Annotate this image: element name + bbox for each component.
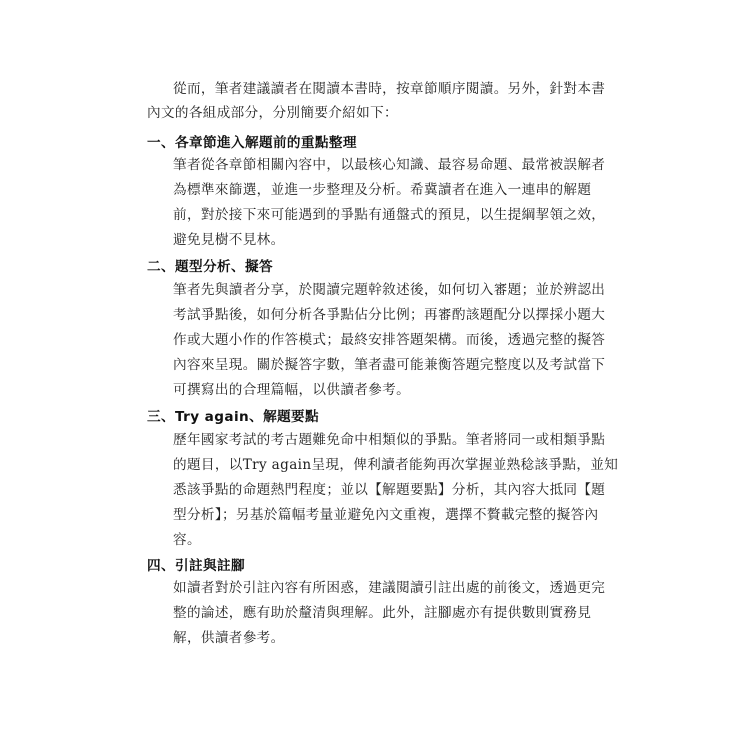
section-body-line: 筆者先與讀者分享，於閱讀完題幹敘述後，如何切入審題；並於辨認出 [173,282,606,298]
section-body-line: 解，供讀者參考。 [173,630,285,646]
section-body-line: 作或大題小作的作答模式；最終安排答題架構。而後，透過完整的擬答 [173,332,606,348]
section-body-line: 為標準來篩選，並進一步整理及分析。希冀讀者在進入一連串的解題 [173,182,592,198]
section-heading: 三、Try again、解題要點 [147,409,320,425]
section-body-line: 前，對於接下來可能遇到的爭點有通盤式的預見，以生提綱挈領之效， [173,207,606,223]
section-body-line: 可撰寫出的合理篇幅，以供讀者參考。 [173,382,411,398]
section-heading: 四、引註與註腳 [147,558,245,574]
intro-line: 從而，筆者建議讀者在閱讀本書時，按章節順序閱讀。另外，針對本書 [173,81,606,97]
section-heading: 一、各章節進入解題前的重點整理 [147,135,357,151]
section-heading: 二、題型分析、擬答 [147,259,273,275]
section-body-line: 悉該爭點的命題熱門程度；並以【解題要點】分析，其內容大抵同【題 [173,482,606,498]
section-body-line: 容。 [173,532,201,548]
section-body-line: 考試爭點後，如何分析各爭點佔分比例；再審酌該題配分以擇採小題大 [173,307,606,323]
section-body-line: 型分析】；另基於篇幅考量並避免內文重複，選擇不贅載完整的擬答內 [173,507,599,523]
section-body-line: 歷年國家考試的考古題難免命中相類似的爭點。筆者將同一或相類爭點 [173,432,606,448]
section-body-line: 內容來呈現。關於擬答字數，筆者盡可能兼衡答題完整度以及考試當下 [173,357,606,373]
section-body-line: 筆者從各章節相關內容中，以最核心知識、最容易命題、最常被誤解者 [173,157,606,173]
section-body-line: 整的論述，應有助於釐清與理解。此外，註腳處亦有提供數則實務見 [173,605,592,621]
section-body-line: 如讀者對於引註內容有所困惑，建議閱讀引註出處的前後文，透過更完 [173,580,606,596]
intro-line: 內文的各組成部分，分別簡要介紹如下： [147,105,398,121]
section-body-line: 避免見樹不見林。 [173,232,285,248]
section-body-line: 的題目，以Try again呈現，俾利讀者能夠再次掌握並熟稔該爭點，並知 [173,457,619,473]
